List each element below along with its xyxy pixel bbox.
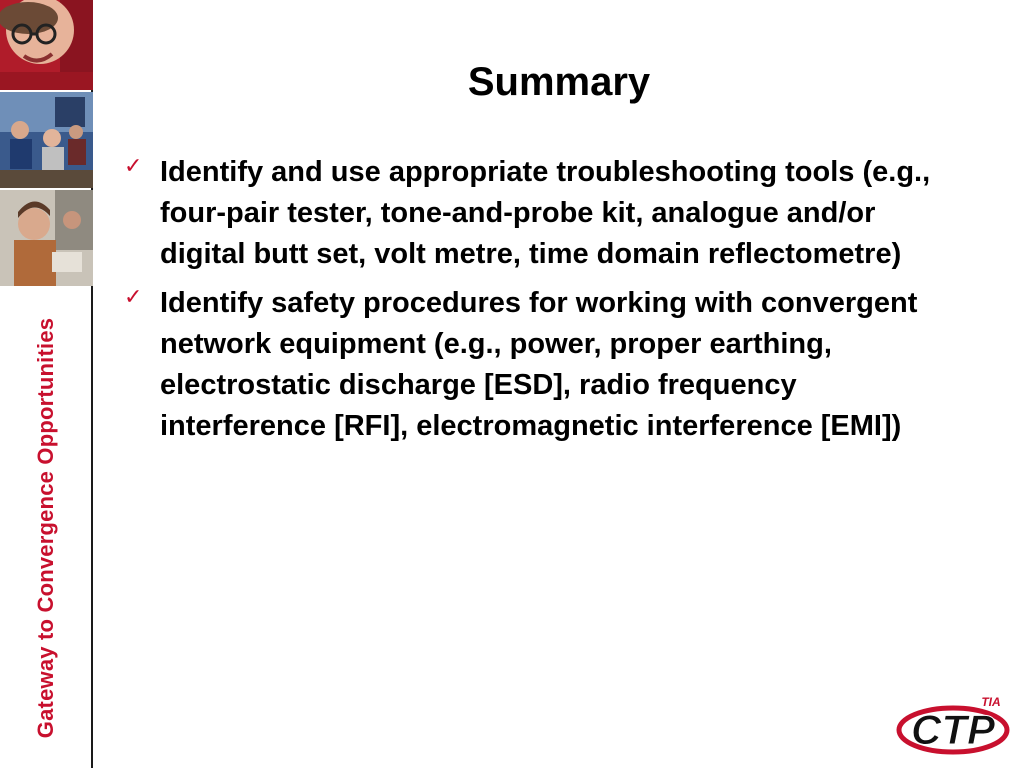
student-photo <box>0 190 93 286</box>
bullet-list <box>120 152 950 455</box>
bullet-text: Identify and use appropriate troubleshooting tools (e.g., four-pair tester, tone-and-probe kit, analogue and/or digital butt set, volt metre, time domain reflectometre) <box>160 156 931 270</box>
list-item <box>120 152 950 275</box>
classroom-photo <box>0 92 93 188</box>
slide-title: Summary <box>467 60 651 104</box>
checkmark-icon: ✓ <box>124 285 143 310</box>
sidebar <box>0 0 93 768</box>
ctp-logo <box>895 692 1013 758</box>
checkmark-icon: ✓ <box>124 154 143 179</box>
bullet-text: Identify safety procedures for working with convergent network equipment (e.g., power, proper earthing, electrostatic discharge [ESD], radio frequency interference [RFI], electromagnetic interference [EMI]) <box>160 287 918 442</box>
list-item <box>120 283 950 447</box>
sidebar-tagline: Gateway to Convergence Opportunities <box>33 317 58 739</box>
person-with-glasses-photo <box>0 0 93 90</box>
svg-text:TIA: TIA <box>981 695 1001 709</box>
svg-text:CTP: CTP <box>911 706 995 753</box>
